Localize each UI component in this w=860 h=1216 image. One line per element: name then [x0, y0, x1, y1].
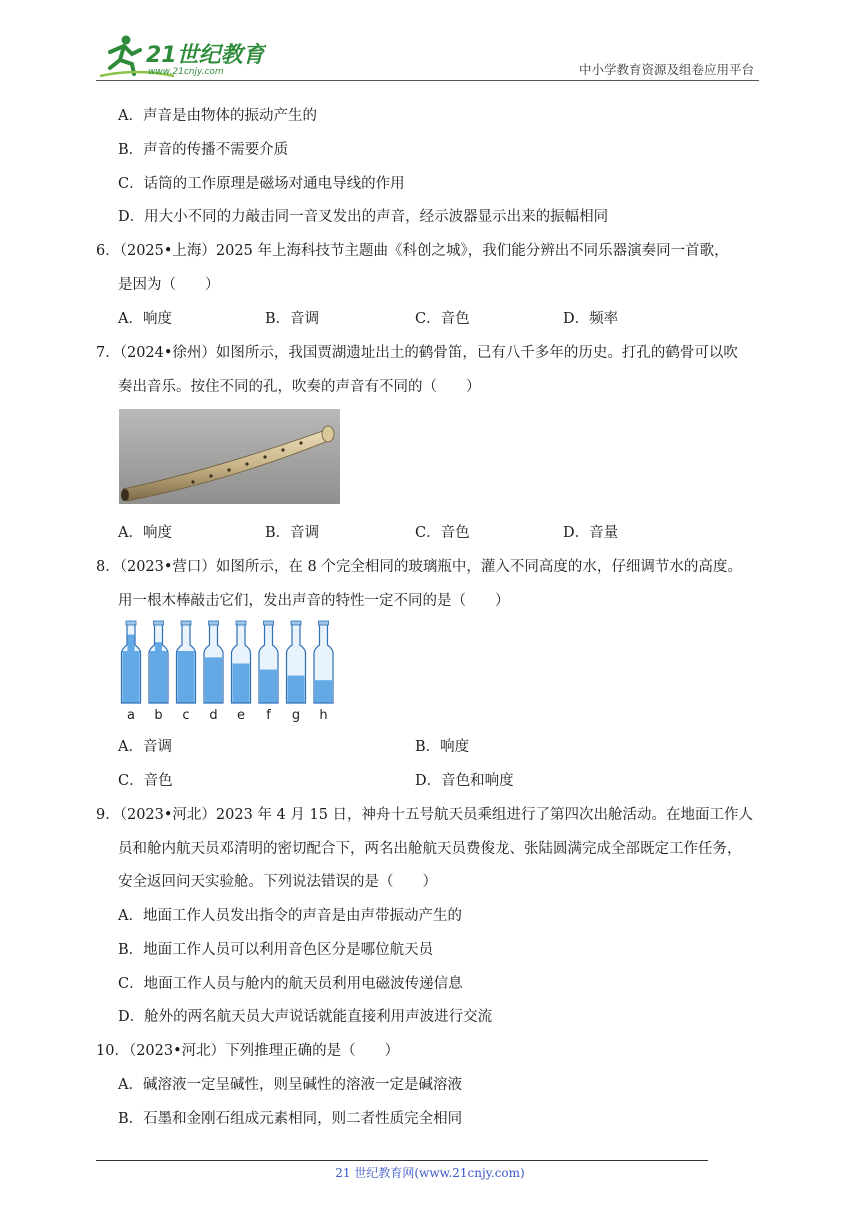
q7-option-b: B．音调: [265, 525, 320, 541]
q8-option-d: D．音色和响度: [415, 773, 514, 789]
bottle-c: [177, 621, 196, 723]
q8-stem-line2: 用一根木棒敲击它们，发出声音的特性一定不同的是（ ）: [118, 593, 510, 609]
q9-stem-line1: 9．（2023•河北）2023 年 4 月 15 日，神舟十五号航天员乘组进行了第四次出舱活动。在地面工作人: [96, 807, 754, 823]
bottle-label-c: c: [182, 708, 190, 723]
bottle-label-b: b: [154, 708, 163, 723]
q5-option-b: B．声音的传播不需要介质: [118, 142, 289, 158]
q9-option-c: C．地面工作人员与舱内的航天员利用电磁波传递信息: [118, 976, 463, 992]
q9-option-b: B．地面工作人员可以利用音色区分是哪位航天员: [118, 942, 434, 958]
q6-option-c: C．音色: [415, 311, 470, 327]
q7-option-a: A．响度: [118, 525, 172, 541]
bottle-f: [259, 621, 278, 723]
q6-stem-line2: 是因为（ ）: [118, 277, 220, 293]
q8-option-b: B．响度: [415, 739, 470, 755]
q5-option-d: D．用大小不同的力敲击同一音叉发出的声音，经示波器显示出来的振幅相同: [118, 209, 609, 225]
q10-option-b: B．石墨和金刚石组成元素相同，则二者性质完全相同: [118, 1111, 463, 1127]
bottle-label-a: a: [127, 708, 135, 723]
bottle-h: [314, 621, 333, 723]
q7-option-c: C．音色: [415, 525, 470, 541]
bottle-label-f: f: [266, 708, 271, 723]
q6-stem-line1: 6．（2025•上海）2025 年上海科技节主题曲《科创之城》，我们能分辨出不同乐器演奏同一首歌，: [96, 243, 729, 259]
water-fill-b: [150, 651, 167, 703]
water-fill-f: [260, 670, 277, 703]
q9-option-d: D．舱外的两名航天员大声说话就能直接利用声波进行交流: [118, 1009, 493, 1025]
water-fill-c: [178, 651, 195, 703]
site-logo: [96, 32, 266, 82]
water-fill-a: [123, 651, 140, 703]
q8-stem-line1: 8．（2023•营口）如图所示，在 8 个完全相同的玻璃瓶中，灌入不同高度的水，仔细调节水的高度。: [96, 559, 742, 575]
header-divider: [96, 80, 759, 81]
q7-stem-line1: 7．（2024•徐州）如图所示，我国贾湖遗址出土的鹤骨笛，已有八千多年的历史。打孔的鹤骨可以吹: [96, 345, 738, 361]
q8-option-a: A．音调: [118, 739, 172, 755]
q7-stem-line2: 奏出音乐。按住不同的孔，吹奏的声音有不同的（ ）: [118, 379, 481, 395]
q9-stem-line2: 员和舱内航天员邓清明的密切配合下，两名出舱航天员费俊龙、张陆圆满完成全部既定工作任务，: [118, 841, 742, 857]
q9-option-a: A．地面工作人员发出指令的声音是由声带振动产生的: [118, 908, 462, 924]
svg-text:www.21cnjy.com: www.21cnjy.com: [148, 67, 224, 77]
q10-option-a: A．碱溶液一定呈碱性，则呈碱性的溶液一定是碱溶液: [118, 1077, 462, 1093]
q5-option-c: C．话筒的工作原理是磁场对通电导线的作用: [118, 176, 405, 192]
glass-bottles-figure: [118, 619, 338, 723]
bottle-label-d: d: [209, 708, 218, 723]
bottle-label-g: g: [291, 708, 301, 723]
q6-option-a: A．响度: [118, 311, 172, 327]
bottle-d: [204, 621, 223, 723]
water-fill-d: [205, 657, 222, 702]
footer-divider: [96, 1160, 708, 1161]
water-fill-g: [288, 676, 305, 703]
svg-text:21世纪教育: 21世纪教育: [146, 43, 265, 68]
bottle-e: [232, 621, 251, 723]
bottle-g: [287, 621, 306, 723]
q9-stem-line3: 安全返回问天实验舱。下列说法错误的是（ ）: [118, 874, 437, 890]
bone-flute-image: [119, 409, 340, 504]
q8-option-c: C．音色: [118, 773, 173, 789]
platform-title: 中小学教育资源及组卷应用平台: [578, 62, 754, 77]
bottle-a: [122, 621, 141, 723]
water-fill-e: [233, 663, 250, 702]
q5-option-a: A．声音是由物体的振动产生的: [118, 108, 317, 124]
footer-text: 21 世纪教育网(www.21cnjy.com): [335, 1166, 525, 1180]
bottle-label-e: e: [237, 708, 245, 723]
bottle-label-h: h: [319, 708, 328, 723]
runner-logo-icon: [96, 32, 266, 82]
q7-option-d: D．音量: [563, 525, 619, 541]
q6-option-b: B．音调: [265, 311, 320, 327]
q6-option-d: D．频率: [563, 311, 619, 327]
water-fill-h: [315, 680, 332, 702]
q10-stem-line1: 10．（2023•河北）下列推理正确的是（ ）: [96, 1043, 400, 1059]
bottle-b: [149, 621, 168, 723]
